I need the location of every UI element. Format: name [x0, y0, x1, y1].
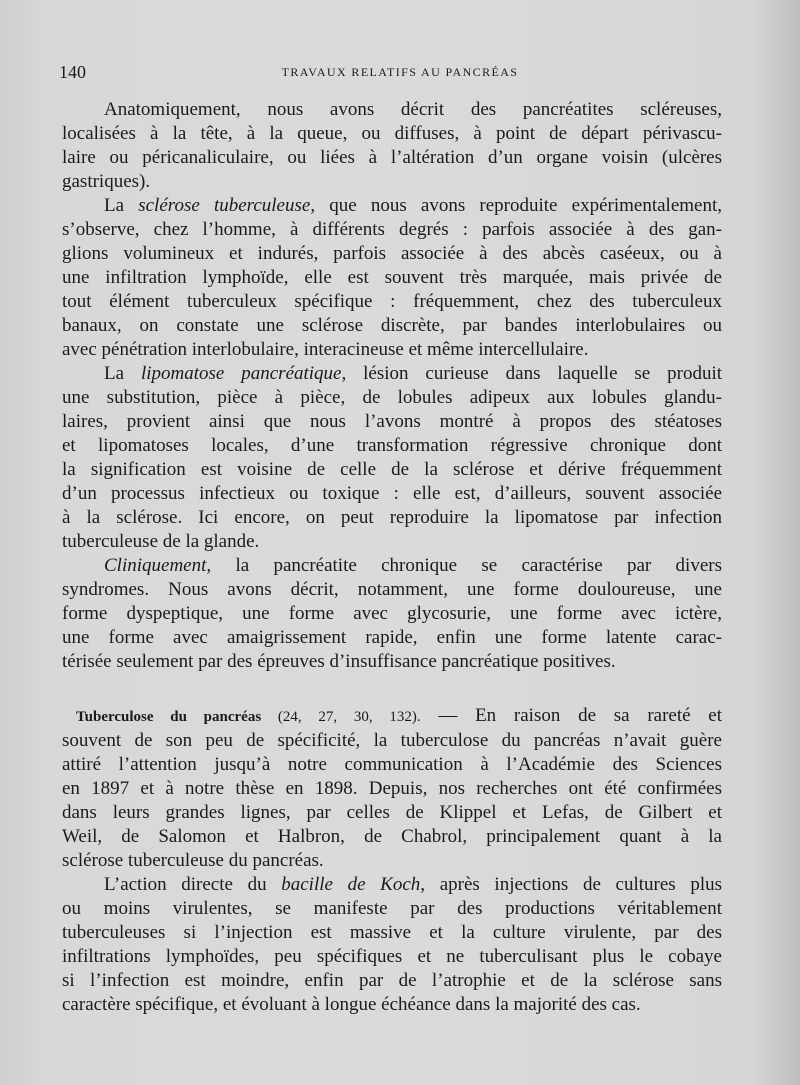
page-number: 140 — [59, 62, 86, 82]
text-line — [62, 194, 722, 218]
text-line: glions volumineux et indurés, parfois associée à des abcès caséeux, ou à — [62, 243, 722, 264]
text-run: La — [104, 195, 139, 216]
text-line: laires, provient ainsi que nous l’avons montré à propos des stéatoses — [62, 411, 722, 432]
text-line: s’observe, chez l’homme, à différents degrés : parfois associée à des gan- — [62, 219, 722, 240]
paragraph-cliniquement — [62, 554, 722, 674]
text-run: que nous avons reproduite expérimentalement, — [315, 195, 722, 216]
text-line: la signification est voisine de celle de la sclérose et dérive fréquemment — [62, 459, 722, 480]
text-run: L’action directe du — [104, 874, 282, 895]
text-line: Anatomiquement, nous avons décrit des pancréatites scléreuses, — [104, 99, 722, 120]
text-line: ou moins virulentes, se manifeste par des productions véritablement — [62, 898, 722, 919]
running-title: TRAVAUX RELATIFS AU PANCRÉAS — [281, 65, 519, 79]
text-line: et lipomatoses locales, d’une transformation régressive chronique dont — [62, 435, 722, 456]
emphasis-term: bacille de Koch, — [281, 874, 426, 895]
text-run: — En raison de sa rareté et — [420, 705, 722, 726]
text-line: dans leurs grandes lignes, par celles de Klippel et Lefas, de Gilbert et — [62, 802, 722, 823]
text-line: sclérose tuberculeuse du pancréas. — [62, 850, 324, 871]
text-run: la pancréatite chronique se caractérise par divers — [211, 555, 722, 576]
reference-numbers: (24, 27, 30, 132). — [261, 709, 421, 725]
text-line — [62, 362, 722, 386]
paragraph-bacille-koch — [62, 873, 722, 1017]
text-line: tout élément tuberculeux spécifique : fréquemment, chez des tuberculeux — [62, 291, 722, 312]
text-line: forme dyspeptique, une forme avec glycosurie, une forme avec ictère, — [62, 603, 722, 624]
text-line: une forme avec amaigrissement rapide, enfin une forme latente carac- — [62, 627, 722, 648]
text-line: une substitution, pièce à pièce, de lobules adipeux aux lobules glandu- — [62, 387, 722, 408]
text-line: si l’infection est moindre, enfin par de l’atrophie et de la sclérose sans — [62, 970, 722, 991]
text-line: infiltrations lymphoïdes, peu spécifiques et ne tuberculisant plus le cobaye — [62, 946, 722, 967]
text-line: localisées à la tête, à la queue, ou diffuses, à point de départ périvascu- — [62, 123, 722, 144]
paragraph-anatomy — [62, 98, 722, 194]
text-line: attiré l’attention jusqu’à notre communication à l’Académie des Sciences — [62, 754, 722, 775]
section-heading: Tuberculose du pancréas — [76, 709, 262, 725]
text-run: lésion curieuse dans laquelle se produit — [346, 363, 723, 384]
text-line: en 1897 et à notre thèse en 1898. Depuis, nos recherches ont été confirmées — [62, 778, 722, 799]
paragraph-sclerose-tuberculeuse — [62, 194, 722, 362]
text-line: caractère spécifique, et évoluant à longue échéance dans la majorité des cas. — [62, 994, 641, 1015]
paragraph-tuberculose-pancreas — [62, 704, 722, 873]
text-line: laire ou péricanaliculaire, ou liées à l’altération d’un organe voisin (ulcères — [62, 147, 722, 168]
text-line: souvent de son peu de spécificité, la tuberculose du pancréas n’avait guère — [62, 730, 722, 751]
text-line: tuberculeuse de la glande. — [62, 531, 260, 552]
body-text — [62, 98, 722, 1017]
text-line: syndromes. Nous avons décrit, notamment, une forme douloureuse, une — [62, 579, 722, 600]
text-line — [62, 873, 722, 897]
text-line: à la sclérose. Ici encore, on peut reproduire la lipomatose par infection — [62, 507, 722, 528]
emphasis-term: sclérose tuberculeuse, — [138, 195, 316, 216]
text-run: après injections de cultures plus — [425, 874, 723, 895]
text-line — [62, 704, 722, 729]
text-line: banaux, on constate une sclérose discrète, par bandes interlobulaires ou — [62, 315, 722, 336]
text-line: Weil, de Salomon et Halbron, de Chabrol, principalement quant à la — [62, 826, 722, 847]
text-run: La — [104, 363, 141, 384]
text-line: térisée seulement par des épreuves d’insuffisance pancréatique positives. — [62, 651, 616, 672]
text-line — [62, 554, 722, 578]
text-line: gastriques). — [62, 171, 151, 192]
emphasis-term: lipomatose pancréatique, — [140, 363, 347, 384]
text-line: avec pénétration interlobulaire, interacineuse et même intercellulaire. — [62, 339, 589, 360]
paragraph-lipomatose — [62, 362, 722, 554]
page-header — [59, 62, 741, 84]
text-line: tuberculeuses si l’injection est massive et la culture virulente, par des — [62, 922, 722, 943]
text-line: d’un processus infectieux ou toxique : elle est, d’ailleurs, souvent associée — [62, 483, 722, 504]
emphasis-term: Cliniquement, — [104, 555, 212, 576]
text-line: une infiltration lymphoïde, elle est souvent très marquée, mais privée de — [62, 267, 722, 288]
